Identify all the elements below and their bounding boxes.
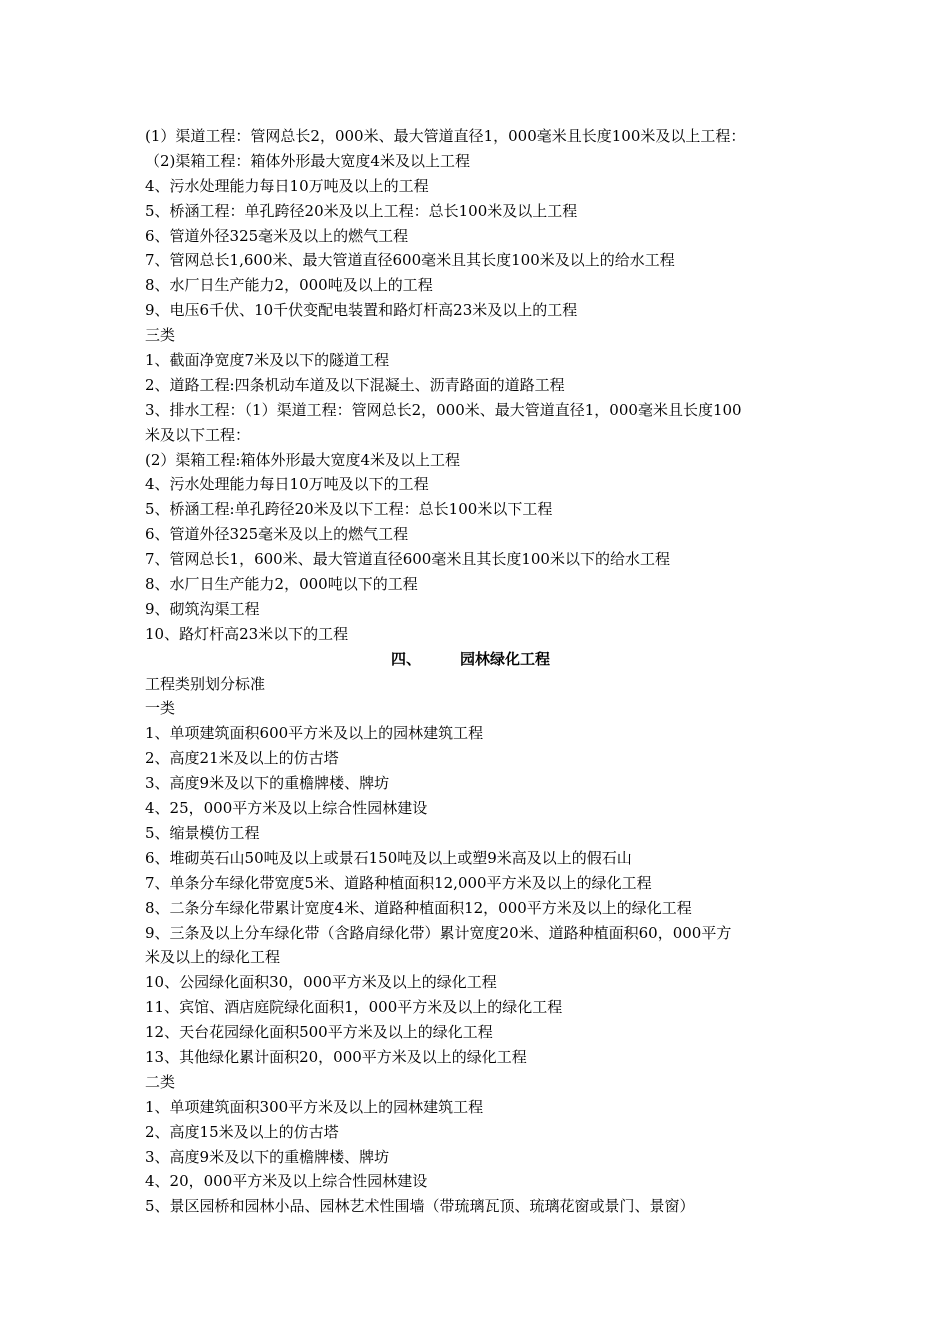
text-line: 3、高度9米及以下的重檐牌楼、牌坊	[145, 1147, 390, 1166]
text-line: （2)渠箱工程：箱体外形最大宽度4米及以上工程	[145, 151, 470, 170]
text-line: 2、高度15米及以上的仿古塔	[145, 1122, 339, 1141]
text-line: 米及以下工程：	[145, 425, 251, 444]
text-line: 3、排水工程：（1）渠道工程：管网总长2，000米、最大管道直径1，000毫米且长度100	[145, 400, 742, 419]
text-line: 米及以上的绿化工程	[145, 948, 281, 967]
text-line: 4、20，000平方米及以上综合性园林建设	[145, 1172, 428, 1191]
section-title: 园林绿化工程	[460, 649, 551, 668]
text-line: 5、桥涵工程:单孔跨径20米及以下工程：总长100米以下工程	[145, 500, 553, 519]
document-body	[145, 124, 815, 1219]
text-line: 9、电压6千伏、10千伏变配电装置和路灯杆高23米及以上的工程	[145, 301, 578, 320]
text-line: 11、宾馆、酒店庭院绿化面积1，000平方米及以上的绿化工程	[145, 998, 563, 1017]
text-line: 2、道路工程:四条机动车道及以下混凝土、沥青路面的道路工程	[145, 375, 565, 394]
text-line: 9、砌筑沟渠工程	[145, 599, 260, 618]
text-line: 7、管网总长1，600米、最大管道直径600毫米且其长度100米以下的给水工程	[145, 550, 670, 569]
text-line: 4、污水处理能力每日10万吨及以下的工程	[145, 475, 429, 494]
text-line: 3、高度9米及以下的重檐牌楼、牌坊	[145, 774, 390, 793]
text-line: 7、单条分车绿化带宽度5米、道路种植面积12,000平方米及以上的绿化工程	[145, 873, 652, 892]
category-list-landscaping	[145, 672, 815, 1220]
text-line: 9、三条及以上分车绿化带（含路肩绿化带）累计宽度20米、道路种植面积60，000平方	[145, 923, 732, 942]
text-line: 一类	[145, 699, 176, 718]
text-line: 1、截面净宽度7米及以下的隧道工程	[145, 351, 390, 370]
section-number: 四、	[391, 649, 422, 668]
text-line: 5、缩景模仿工程	[145, 823, 260, 842]
text-line: 4、25，000平方米及以上综合性园林建设	[145, 799, 428, 818]
section-heading	[145, 647, 815, 672]
text-line: 2、高度21米及以上的仿古塔	[145, 749, 339, 768]
text-line: 1、单项建筑面积600平方米及以上的园林建筑工程	[145, 724, 484, 743]
category-list-municipal	[145, 124, 815, 647]
text-line: 8、水厂日生产能力2，000吨以下的工程	[145, 575, 418, 594]
text-line: 工程类别划分标准	[145, 674, 266, 693]
text-line: 13、其他绿化累计面积20，000平方米及以上的绿化工程	[145, 1047, 527, 1066]
text-line: 8、水厂日生产能力2，000吨及以上的工程	[145, 276, 433, 295]
text-line: (2）渠箱工程:箱体外形最大宽度4米及以上工程	[145, 450, 460, 469]
text-line: 8、二条分车绿化带累计宽度4米、道路种植面积12，000平方米及以上的绿化工程	[145, 898, 692, 917]
text-line: 6、管道外径325毫米及以上的燃气工程	[145, 525, 409, 544]
text-line: 10、公园绿化面积30，000平方米及以上的绿化工程	[145, 973, 497, 992]
text-line: 4、污水处理能力每日10万吨及以上的工程	[145, 176, 429, 195]
text-line: 6、管道外径325毫米及以上的燃气工程	[145, 226, 409, 245]
text-line: 12、天台花园绿化面积500平方米及以上的绿化工程	[145, 1023, 493, 1042]
text-line: 5、景区园桥和园林小品、园林艺术性围墙（带琉璃瓦顶、琉璃花窗或景门、景窗）	[145, 1197, 695, 1216]
text-line: 5、桥涵工程：单孔跨径20米及以上工程：总长100米及以上工程	[145, 201, 578, 220]
text-line: 1、单项建筑面积300平方米及以上的园林建筑工程	[145, 1097, 484, 1116]
text-line: 10、路灯杆高23米以下的工程	[145, 624, 349, 643]
text-line: 三类	[145, 326, 176, 345]
text-line: (1）渠道工程：管网总长2，000米、最大管道直径1，000毫米且长度100米及以上工程：	[145, 127, 746, 145]
text-line: 6、堆砌英石山50吨及以上或景石150吨及以上或塑9米高及以上的假石山	[145, 848, 632, 867]
text-line: 二类	[145, 1072, 176, 1091]
text-line: 7、管网总长1,600米、最大管道直径600毫米且其长度100米及以上的给水工程	[145, 251, 675, 270]
